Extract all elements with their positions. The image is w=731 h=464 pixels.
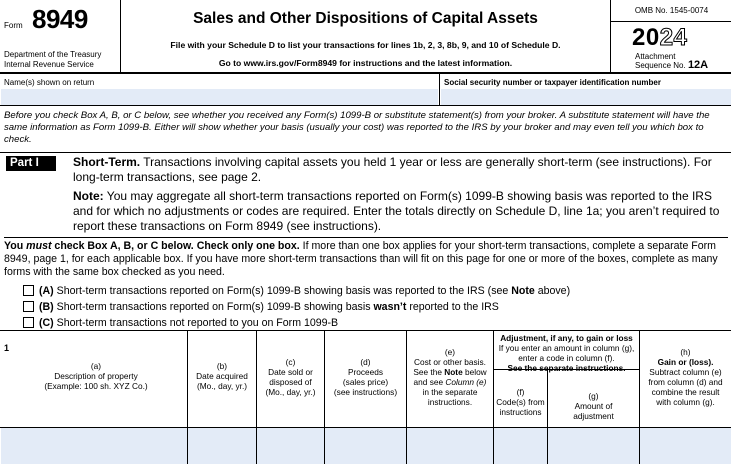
col-b-header xyxy=(188,361,256,391)
intro-instructions: Before you check Box A, B, or C below, see whether you received any Form(s) 1099-B or substitute statement(s) from your broker. A substitute statement will have the same information as Form 1099-B. Either will show whether your basis (usually your cost) was reported to the IRS by your broker and may even tell you which box to check. xyxy=(4,110,710,145)
col-b-letter: (b) xyxy=(216,361,228,371)
omb-number: OMB No. 1545-0074 xyxy=(611,0,731,22)
col-c-line-1: Date sold or xyxy=(268,367,313,377)
part-text: Transactions involving capital assets you held 1 year or less are generally short-term (see instructions). For long-term transactions, see page 2. xyxy=(73,155,712,184)
checkbox-b-letter: (B) xyxy=(39,301,54,313)
row-number: 1 xyxy=(4,343,10,353)
col-a-letter: (a) xyxy=(90,361,102,371)
checkbox-a-bold: Note xyxy=(511,285,535,297)
ssn-input[interactable] xyxy=(441,89,731,105)
checkbox-a-text: Short-term transactions reported on Form(s) 1099-B showing basis was reported to the IRS (see xyxy=(53,285,512,297)
form-number: 8949 xyxy=(32,4,88,34)
tax-year xyxy=(632,24,687,52)
checkbox-c-text: Short-term transactions not reported to you on Form 1099-B xyxy=(53,317,339,329)
must-word: must xyxy=(26,240,52,252)
transactions-table xyxy=(0,330,731,464)
col-h-title: Gain or (loss). xyxy=(657,357,714,367)
name-label: Name(s) shown on return xyxy=(4,78,95,87)
col-c-header xyxy=(257,357,324,397)
col-e-letter: (e) xyxy=(444,347,456,357)
col-h-line-3: combine the result xyxy=(651,387,720,397)
sequence-line xyxy=(635,61,708,70)
ssn-block xyxy=(439,74,731,105)
must-bold-rest: check Box A, B, or C below. Check only one box. xyxy=(51,240,300,252)
form-title-block xyxy=(121,0,610,72)
adjustment-see-separate: See the separate instructions. xyxy=(507,363,626,373)
checkbox-b[interactable] xyxy=(23,301,34,312)
col-e-line-5: instructions. xyxy=(427,397,473,407)
col-b-line-2: (Mo., day, yr.) xyxy=(196,381,248,391)
row-1-description-input[interactable] xyxy=(1,428,187,464)
part-heading: Short-Term. xyxy=(73,155,141,169)
col-d-line-2: (sales price) xyxy=(342,377,389,387)
col-e-note: Note xyxy=(444,367,463,377)
row-1-proceeds-input[interactable] xyxy=(325,428,406,464)
col-a-line-1: Description of property xyxy=(54,371,138,381)
col-h-header xyxy=(640,347,731,407)
form-subtitle-2 xyxy=(121,58,610,68)
checkbox-c[interactable] xyxy=(23,317,34,328)
col-a-line-2: (Example: 100 sh. XYZ Co.) xyxy=(44,381,148,391)
col-e-andsee: and see xyxy=(413,377,446,387)
name-input[interactable] xyxy=(1,89,438,105)
department xyxy=(4,50,120,70)
checkbox-b-text: Short-term transactions reported on Form(s) 1099-B showing basis xyxy=(53,301,374,313)
note-label: Note: xyxy=(73,189,104,203)
ssn-label: Social security number or taxpayer identification number xyxy=(444,78,661,87)
year-hollow: 24 xyxy=(659,24,688,51)
col-e-header xyxy=(407,347,493,407)
col-a-header xyxy=(6,361,186,391)
row-1-adjustment-input[interactable] xyxy=(548,428,639,464)
col-f-header xyxy=(494,387,547,417)
col-e-line-2 xyxy=(407,367,493,377)
col-g-line-2: adjustment xyxy=(573,411,614,421)
checkbox-a-letter: (A) xyxy=(39,285,54,297)
col-d-line-3: (see instructions) xyxy=(333,387,398,397)
must-you: You xyxy=(4,240,27,252)
sequence-label: Sequence No. xyxy=(635,61,686,70)
adjustment-line-1: If you enter an amount in column (g), xyxy=(498,343,635,353)
checkbox-b-bold: wasn’t xyxy=(373,301,407,313)
attachment-sequence xyxy=(635,52,708,70)
col-f-letter: (f) xyxy=(516,387,525,397)
part-description xyxy=(73,155,723,185)
col-e-below: below xyxy=(462,367,487,377)
row-1-date-acquired-input[interactable] xyxy=(188,428,256,464)
must-check-instructions xyxy=(4,237,728,279)
identity-row xyxy=(0,74,731,106)
part-label: Part I xyxy=(6,156,56,171)
row-1-cost-basis-input[interactable] xyxy=(407,428,493,464)
col-g-header xyxy=(548,391,639,421)
col-b-line-1: Date acquired xyxy=(196,371,248,381)
form-title: Sales and Other Dispositions of Capital Assets xyxy=(193,10,538,27)
checkbox-a-after: above) xyxy=(534,285,571,297)
checkbox-row-a xyxy=(23,284,570,298)
col-f-line-2: instructions xyxy=(499,407,542,417)
col-c-line-2: disposed of xyxy=(269,377,312,387)
attachment-label: Attachment xyxy=(635,52,676,61)
col-g-line-1: Amount of xyxy=(574,401,613,411)
checkbox-a[interactable] xyxy=(23,285,34,296)
sequence-number: 12A xyxy=(687,59,709,71)
form-subtitle-1: File with your Schedule D to list your transactions for lines 1b, 2, 3, 8b, 9, and 10 of Schedule D. xyxy=(170,40,561,50)
col-d-header xyxy=(325,357,406,397)
adjustment-title: Adjustment, if any, to gain or loss xyxy=(500,333,633,343)
row-1-date-sold-input[interactable] xyxy=(257,428,324,464)
checkbox-row-c xyxy=(23,316,338,330)
form-id-block xyxy=(0,0,121,72)
omb-block xyxy=(610,0,731,72)
note-text: You may aggregate all short-term transactions reported on Form(s) 1099-B showing basis was reported to the IRS and for which no adjustments or codes are required. Enter the totals directly on Schedule D, line 1a; you aren’t required to report these transactions on Form 8949 (see instructions). xyxy=(73,189,720,233)
col-e-line-3 xyxy=(407,377,493,387)
department-line-1: Department of the Treasury xyxy=(4,50,102,59)
row-1-code-input[interactable] xyxy=(494,428,547,464)
must-text: If more than one box applies for your short-term transactions, complete a separate Form 8949, page 1, for each applicable box. If you have more short-term transactions than will fit on this page for one or more of the boxes, complete as many forms with the same box checked as you need. xyxy=(4,240,718,278)
department-line-2: Internal Revenue Service xyxy=(4,60,94,69)
col-d-line-1: Proceeds xyxy=(347,367,384,377)
part-note xyxy=(73,189,723,234)
form-header xyxy=(0,0,731,74)
col-g-letter: (g) xyxy=(588,391,599,401)
adjustment-line-2: enter a code in column (f). xyxy=(518,353,615,363)
col-d-letter: (d) xyxy=(360,357,371,367)
col-h-line-4: with column (g). xyxy=(656,397,715,407)
adjustment-header xyxy=(494,333,639,373)
col-f-line-1: Code(s) from xyxy=(496,397,545,407)
subtitle-2-text: Go to www.irs.gov/Form8949 for instructions and the latest information. xyxy=(218,58,513,68)
form-word: Form xyxy=(4,21,23,30)
col-e-line-4: in the separate xyxy=(422,387,478,397)
col-h-line-1: Subtract column (e) xyxy=(649,367,722,377)
year-solid: 20 xyxy=(632,24,660,51)
part-divider xyxy=(0,152,731,153)
col-h-letter: (h) xyxy=(680,347,691,357)
col-c-letter: (c) xyxy=(285,357,296,367)
checkbox-b-after: reported to the IRS xyxy=(406,301,499,313)
row-1-gain-loss-input[interactable] xyxy=(640,428,731,464)
col-c-line-3: (Mo., day, yr.) xyxy=(265,387,316,397)
col-e-line-1: Cost or other basis. xyxy=(414,357,486,367)
checkbox-row-b xyxy=(23,300,499,314)
checkbox-c-letter: (C) xyxy=(39,317,54,329)
col-e-colref: Column (e) xyxy=(445,377,487,387)
col-e-see: See the xyxy=(413,367,445,377)
col-h-line-2: from column (d) and xyxy=(648,377,723,387)
